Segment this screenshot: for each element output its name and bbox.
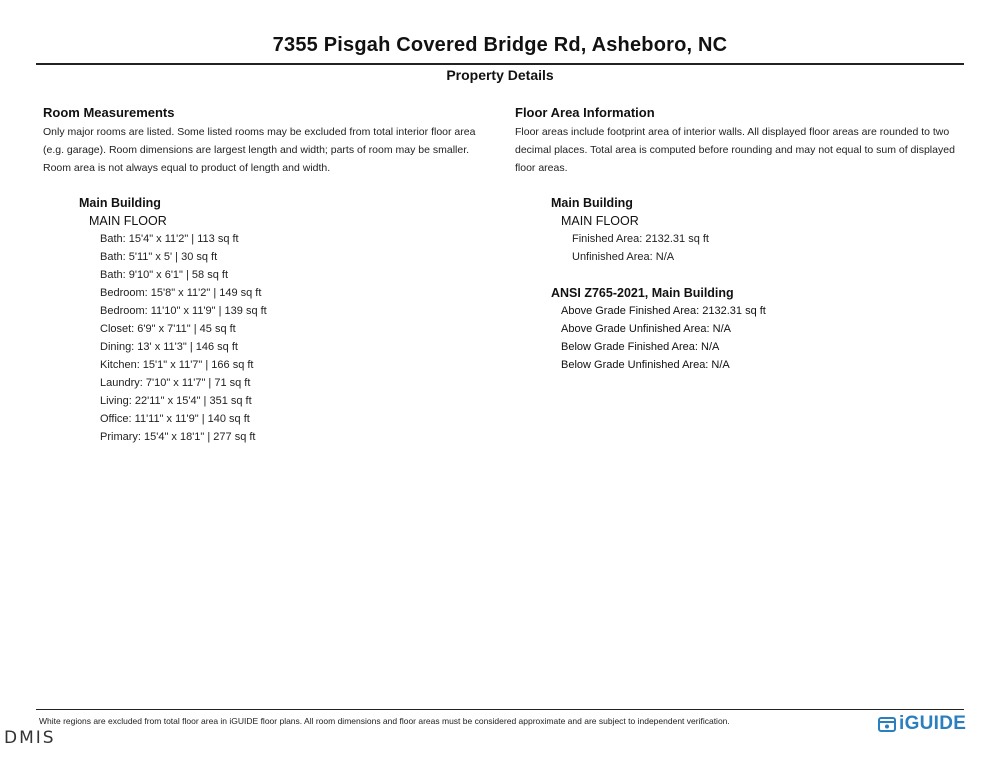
unfinished-area: Unfinished Area: N/A [572, 251, 675, 263]
ansi-line: Above Grade Unfinished Area: N/A [561, 323, 731, 335]
page-title: 7355 Pisgah Covered Bridge Rd, Asheboro, NC [272, 34, 728, 56]
room-measurements-note-line: (e.g. garage). Room dimensions are largest length and width; parts of room may be smaller. [43, 144, 470, 156]
room-entry: Bedroom: 15'8" x 11'2" | 149 sq ft [100, 287, 262, 299]
room-measurements-heading: Room Measurements [43, 105, 175, 120]
footer-disclaimer: White regions are excluded from total floor area in iGUIDE floor plans. All room dimensions and floor areas must be considered approximate and are subject to independent verification. [39, 716, 730, 726]
floor-area-heading: Floor Area Information [515, 105, 655, 120]
room-entry: Kitchen: 15'1" x 11'7" | 166 sq ft [100, 359, 254, 371]
room-entry: Bath: 15'4" x 11'2" | 113 sq ft [100, 233, 239, 245]
ansi-line: Above Grade Finished Area: 2132.31 sq ft [561, 305, 766, 317]
floor-area-note-line: decimal places. Total area is computed before rounding and may not equal to sum of displayed [515, 144, 955, 156]
room-measurements-note-line: Only major rooms are listed. Some listed rooms may be excluded from total interior floor area [43, 126, 476, 138]
ansi-line: Below Grade Unfinished Area: N/A [561, 359, 730, 371]
ansi-heading: ANSI Z765-2021, Main Building [551, 286, 734, 300]
room-measurements-note-line: Room area is not always equal to product of length and width. [43, 162, 331, 174]
room-entry: Primary: 15'4" x 18'1" | 277 sq ft [100, 431, 256, 443]
room-measurements-section [43, 104, 493, 446]
footer-divider [36, 709, 964, 710]
floor-name: MAIN FLOOR [89, 214, 167, 228]
page-subtitle: Property Details [446, 67, 554, 83]
room-entry: Closet: 6'9" x 7'11" | 45 sq ft [100, 323, 236, 335]
iguide-logo-icon [877, 714, 897, 734]
room-entry: Living: 22'11" x 15'4" | 351 sq ft [100, 395, 252, 407]
floor-area-note-line: floor areas. [515, 162, 568, 174]
floor-name: MAIN FLOOR [561, 214, 639, 228]
iguide-logo [877, 713, 966, 735]
finished-area: Finished Area: 2132.31 sq ft [572, 233, 709, 245]
ansi-line: Below Grade Finished Area: N/A [561, 341, 720, 353]
building-name: Main Building [79, 196, 161, 210]
floor-area-section [515, 104, 970, 374]
mls-watermark: DMIS [4, 728, 56, 748]
building-name: Main Building [551, 196, 633, 210]
room-entry: Bedroom: 11'10" x 11'9" | 139 sq ft [100, 305, 267, 317]
room-entry: Laundry: 7'10" x 11'7" | 71 sq ft [100, 377, 251, 389]
floor-area-note-line: Floor areas include footprint area of interior walls. All displayed floor areas are rounded to two [515, 126, 950, 138]
header-divider [36, 63, 964, 65]
room-entry: Dining: 13' x 11'3" | 146 sq ft [100, 341, 238, 353]
room-entry: Office: 11'11" x 11'9" | 140 sq ft [100, 413, 250, 425]
room-entry: Bath: 5'11" x 5' | 30 sq ft [100, 251, 218, 263]
room-entry: Bath: 9'10" x 6'1" | 58 sq ft [100, 269, 228, 281]
iguide-logo-text: iGUIDE [899, 713, 967, 734]
